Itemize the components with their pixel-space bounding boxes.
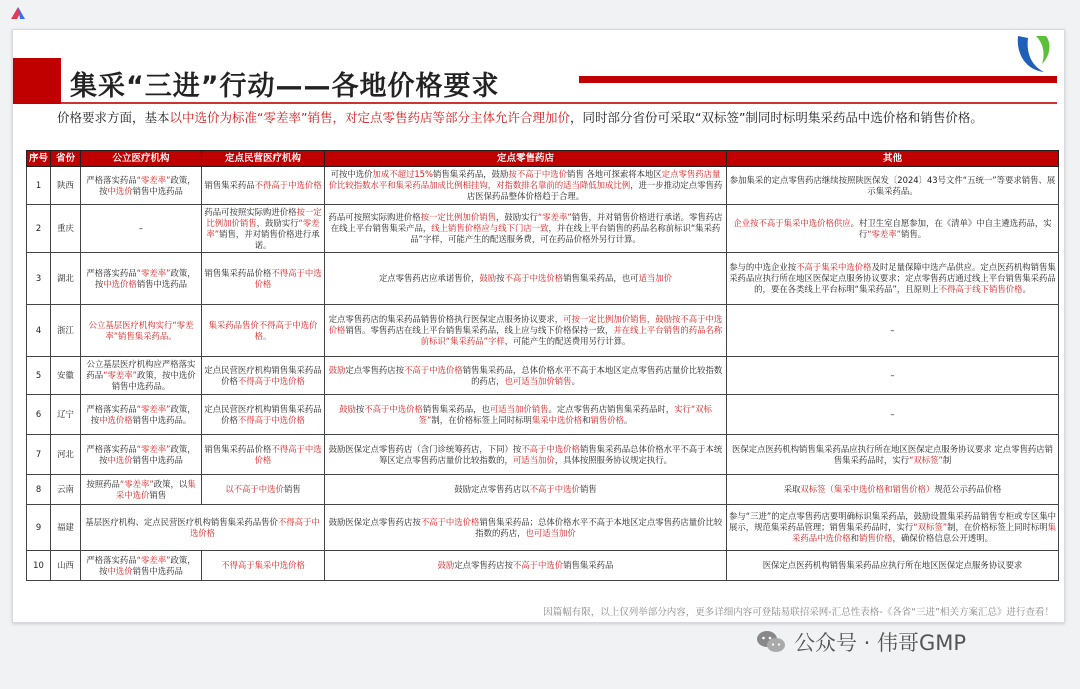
retail-pharmacy-cell — [325, 551, 727, 581]
cell-text: 鼓励医保定点零售药店（含门诊统筹药店，下同）按 — [328, 443, 522, 454]
province-cell: 河北 — [51, 435, 81, 475]
cell-text: 销售集采药品价格 — [204, 443, 272, 454]
cell-text: 政策，按 — [99, 443, 196, 465]
cell-text: 可按中选价 — [330, 169, 373, 179]
row-number: 7 — [27, 435, 51, 475]
highlight-text: 不得高于中选价格 — [237, 414, 305, 425]
cell-text: ，确保价格信息公开透明。 — [892, 533, 993, 543]
province-cell: 福建 — [51, 505, 81, 551]
retail-pharmacy-cell — [325, 435, 727, 475]
slide — [12, 29, 1065, 623]
cell-text: 制，在价格标签上同时标明 — [431, 414, 532, 425]
private-institution-cell — [202, 167, 325, 205]
highlight-text: 不高于集采中选价格 — [796, 262, 872, 272]
province-cell: 浙江 — [51, 305, 81, 357]
highlight-text: 集采药品中选价格 — [792, 522, 1056, 543]
highlight-text: 不高于中选价格 — [420, 516, 480, 527]
cell-text: 公立基层医疗机构应严格落实药品 — [86, 359, 196, 380]
table-header-cell: 公立医疗机构 — [81, 151, 202, 167]
highlight-text: “零差率” — [136, 443, 171, 454]
watermark-text: 公众号 · 伟哥GMP — [794, 631, 967, 655]
cell-text: 药品可按照实际购进价格 — [204, 206, 297, 217]
cell-text: 按照药品 — [86, 478, 120, 489]
other-cell — [727, 357, 1059, 395]
row-number: 8 — [27, 475, 51, 505]
highlight-text: 不得高于集采中选价格 — [221, 560, 305, 570]
province-cell: 辽宁 — [51, 395, 81, 435]
other-cell — [727, 435, 1059, 475]
cell-text: – — [890, 370, 895, 380]
cell-text: 和 — [850, 533, 859, 543]
private-institution-cell — [202, 305, 325, 357]
highlight-text: 公立基层医疗机构实行“零差率”销售集采药品。 — [88, 319, 194, 341]
public-institution-cell — [81, 551, 202, 581]
table-body — [27, 167, 1059, 581]
cell-text: 销售中选药品。 — [132, 414, 192, 425]
highlight-text: 可适当加价销售 — [489, 403, 549, 414]
intro-highlight: 以中选价为标准“零差率”销售，对定点零售药店等部分主体允许合理加价 — [169, 110, 570, 125]
highlight-text: 可适当加价 — [512, 454, 555, 465]
public-institution-cell — [81, 505, 325, 551]
cell-text: 销售集采药品，鼓励 — [432, 169, 509, 179]
highlight-text: “零差率” — [136, 554, 171, 565]
cell-text: 药品可按照实际购进价格 — [328, 212, 421, 222]
highlight-text: 中选价 — [107, 185, 133, 196]
cell-text: 严格落实药品 — [86, 174, 137, 185]
title-accent-block — [13, 58, 61, 104]
public-institution-cell — [81, 167, 202, 205]
highlight-text: 以不高于中选价 — [225, 484, 284, 494]
province-cell: 陕西 — [51, 167, 81, 205]
table-row — [27, 395, 1059, 435]
table-row — [27, 305, 1059, 357]
highlight-text: 销售价格 — [590, 414, 624, 425]
highlight-text: 也可适当加价 — [525, 527, 576, 538]
private-institution-cell — [202, 395, 325, 435]
page-title: 集采“三进”行动——各地价格要求 — [70, 71, 500, 102]
table-header-cell: 其他 — [727, 151, 1059, 167]
cell-text: ，进一步推动定点零售药店医保药品整体价格趋于合理。 — [466, 180, 723, 201]
highlight-text: 也可适当加价销售 — [504, 375, 572, 386]
cell-text: 销售中选药品 — [132, 565, 183, 576]
cell-text: 定点零售药店按 — [345, 364, 405, 375]
cell-text: 鼓励医保定点零售药店按 — [328, 516, 421, 527]
cell-text: 。 — [571, 375, 580, 386]
highlight-text: 鼓励 — [437, 560, 455, 570]
cell-text: 。村卫生室自愿参加，在《清单》中自主遴选药品，实行 — [850, 217, 1052, 239]
table-row — [27, 205, 1059, 253]
highlight-text: “零差率” — [537, 212, 572, 222]
cell-text: 制，在价格标签上同时标明 — [947, 522, 1048, 532]
cell-text: 采取 — [783, 484, 801, 494]
cell-text: 定点民营医疗机构销售集采药品价格 — [204, 403, 322, 425]
highlight-text: 适当加价 — [638, 273, 673, 283]
other-cell — [727, 305, 1059, 357]
private-institution-cell — [202, 475, 325, 505]
cell-text: 销售集采药品，也 — [422, 403, 490, 414]
cell-text: 销售集采药品；总体价格水平不高于本地区定点零售药店量价比较指数的药店， — [475, 516, 723, 538]
cell-text: 参与的中选企业按 — [729, 262, 797, 272]
highlight-text: 不得高于线下销售价格 — [938, 284, 1023, 294]
cell-text: 制 — [942, 454, 952, 465]
highlight-text: 鼓励 — [339, 403, 356, 414]
cell-text: ，具体按照服务协议规定执行。 — [554, 454, 673, 465]
cell-text: 销售集采药品，总体价格水平不高于本地区定点零售药店量价比较指数的药店， — [462, 364, 723, 386]
highlight-text: 集采中选价格 — [531, 414, 583, 425]
highlight-text: “零差率” — [136, 174, 171, 185]
cell-text: 严格落实药品 — [86, 443, 137, 454]
province-cell: 重庆 — [51, 205, 81, 253]
cell-text: 鼓励定点零售药店以 — [454, 484, 530, 494]
table-row — [27, 357, 1059, 395]
public-institution-cell — [81, 205, 202, 253]
highlight-text: 不高于中选价 — [512, 560, 564, 570]
title-underline — [61, 102, 1057, 104]
province-cell: 安徽 — [51, 357, 81, 395]
highlight-text: 销售价格 — [859, 533, 893, 543]
cell-text: 医保定点医药机构销售集采药品应执行所在地区医保定点服务协议要求 定点零售药店销售集采药品时，实行 — [732, 443, 1053, 465]
cell-text: 基层医疗机构、定点民营医疗机构销售集采药品售价 — [85, 516, 278, 527]
cell-text: 和 — [582, 414, 591, 425]
cell-text: 医保定点医药机构销售集采药品应执行所在地区医保定点服务协议要求 — [762, 560, 1023, 570]
highlight-text: “双标签” — [913, 522, 948, 532]
highlight-text: 中选价格 — [103, 278, 137, 289]
highlight-text: 不高于中选价格 — [521, 443, 580, 454]
highlight-text: 集采中选价 — [115, 478, 196, 500]
highlight-text: 按一定比例加价销售 — [206, 206, 322, 228]
row-number: 6 — [27, 395, 51, 435]
highlight-text: 实行“双标签” — [418, 403, 712, 425]
highlight-text: 按一定比例加价销售 — [420, 212, 497, 222]
cell-text: 参与“三进”的定点零售药店要明确标识集采药品，鼓励设置集采药品销售专柜或专区集中展示，规范集采药品管理；销售集采药品时，实行 — [729, 511, 1056, 532]
other-cell — [727, 205, 1059, 253]
cell-text: ，可能产生的配送费用另行计算。 — [504, 336, 631, 346]
cell-text: 销售中选药品 — [136, 278, 188, 289]
highlight-text: 可按一定比例加价销售，鼓励按不高于中选价格 — [328, 314, 723, 335]
public-institution-cell — [81, 253, 202, 305]
intro-paragraph — [27, 108, 1057, 127]
row-number: 2 — [27, 205, 51, 253]
price-table — [26, 150, 1058, 581]
cell-text: 销售 — [283, 484, 301, 494]
cell-text: 按 — [496, 273, 505, 283]
public-institution-cell — [81, 357, 202, 395]
retail-pharmacy-cell — [325, 253, 727, 305]
highlight-text: 集采药品售价不得高于中选价格。 — [208, 319, 318, 341]
province-cell: 山西 — [51, 551, 81, 581]
row-number: 3 — [27, 253, 51, 305]
highlight-text: 不得高于中选价格 — [254, 180, 322, 190]
cell-text: 销售集采药品，也可 — [563, 273, 639, 283]
cell-text: 严格落实药品 — [86, 267, 137, 278]
cell-text: 销售 — [149, 489, 167, 500]
highlight-text: 双标签（集采中选价格和销售价格） — [800, 484, 935, 494]
other-cell — [727, 253, 1059, 305]
cell-text: 。 — [623, 414, 633, 425]
highlight-text: 中选价 — [107, 454, 133, 465]
highlight-text: 不高于中选价格 — [504, 273, 564, 283]
province-cell: 云南 — [51, 475, 81, 505]
highlight-text: “零差率” — [206, 217, 320, 239]
highlight-text: 加成不超过15% — [372, 169, 433, 179]
cell-text: 销售集采药品总体价格水平不高于本统筹区定点零售药店量价比较指数的， — [378, 443, 723, 465]
cell-text: 政策，按 — [99, 174, 196, 196]
cell-text: 销售，并对销售价格进行承诺。零售药店在线上平台销售集采产品， — [330, 212, 723, 233]
cell-text: 销售，并对销售价格进行承诺。 — [219, 228, 320, 250]
retail-pharmacy-cell — [325, 505, 727, 551]
footer-note: 因篇幅有限，以上仅列举部分内容，更多详细内容可登陆易联招采网-汇总性表格-《各省“三进”相关方案汇总》进行查看！ — [543, 607, 1054, 618]
province-cell: 湖北 — [51, 253, 81, 305]
highlight-text: 不得高于中选价格 — [254, 443, 322, 465]
cell-text: – — [890, 409, 895, 419]
highlight-text: “零差率” — [136, 267, 171, 278]
cell-text: 销售集采药品 — [563, 560, 614, 570]
highlight-text: 线上销售价格应与线下门店一致 — [431, 223, 549, 233]
private-institution-cell — [202, 253, 325, 305]
cell-text: 销售集采药品 — [204, 180, 255, 190]
other-cell — [727, 475, 1059, 505]
cell-text: 定点零售药店按 — [454, 560, 513, 570]
table-row — [27, 435, 1059, 475]
highlight-text: 不得高于中选价格 — [189, 516, 320, 538]
row-number: 10 — [27, 551, 51, 581]
retail-pharmacy-cell — [325, 357, 727, 395]
highlight-text: 中选价 — [107, 565, 133, 576]
retail-pharmacy-cell — [325, 205, 727, 253]
cell-text: 。 — [1022, 284, 1031, 294]
cell-text: 销售中选药品 — [132, 185, 183, 196]
highlight-text: 鼓励 — [328, 364, 346, 375]
highlight-text: 不高于中选价 — [529, 484, 580, 494]
cell-text: 规范公示药品价格 — [934, 484, 1002, 494]
public-institution-cell — [81, 305, 202, 357]
row-number: 9 — [27, 505, 51, 551]
table-header-cell: 定点民营医疗机构 — [202, 151, 325, 167]
other-cell — [727, 551, 1059, 581]
cell-text: 销售中选药品 — [132, 454, 183, 465]
cell-text: 政策，以 — [153, 478, 188, 489]
title-rule-red — [579, 76, 1057, 83]
cell-text: – — [890, 325, 895, 335]
table-row — [27, 253, 1059, 305]
cell-text: – — [138, 223, 144, 233]
row-number: 4 — [27, 305, 51, 357]
cell-text: 政策，按 — [99, 554, 196, 576]
highlight-text: 并在线上平台销售的药品名称前标识“集采药品”字样 — [420, 325, 723, 346]
retail-pharmacy-cell — [325, 167, 727, 205]
public-institution-cell — [81, 475, 202, 505]
company-logo — [1012, 32, 1058, 76]
retail-pharmacy-cell — [325, 305, 727, 357]
table-row — [27, 505, 1059, 551]
cell-text: 定点民营医疗机构销售集采药品价格 — [204, 364, 322, 386]
highlight-text: 按不高于中选价 — [508, 169, 567, 179]
public-institution-cell — [81, 395, 202, 435]
cell-text: 销售集采药品价格 — [204, 267, 272, 278]
wechat-icon — [756, 629, 786, 655]
highlight-text: “双标签” — [909, 454, 943, 465]
row-number: 1 — [27, 167, 51, 205]
cell-text: 。定点零售药店销售集采药品时， — [548, 403, 675, 414]
highlight-text: 不得高于中选价格 — [237, 375, 305, 386]
highlight-text: 企业按不高于集采中选价格供应 — [733, 217, 851, 228]
cell-text: 销售。 — [901, 228, 927, 239]
cell-text: 及时足量保障中选产品供应。定点医药机构销售集采药品应执行所在地区医保定点服务协议要求；定点零售药店通过线上平台销售集采药品的，要在各类线上平台标明“集采药品”，且原则上 — [729, 262, 1056, 294]
other-cell — [727, 395, 1059, 435]
intro-text-end: ，同时部分省份可采取“双标签”制同时标明集采药品中选价格和销售价格。 — [569, 110, 983, 125]
row-number: 5 — [27, 357, 51, 395]
highlight-text: 不高于中选价格 — [404, 364, 463, 375]
private-institution-cell — [202, 551, 325, 581]
table-row — [27, 167, 1059, 205]
table-header-cell: 序号 — [27, 151, 51, 167]
table-header-cell: 省份 — [51, 151, 81, 167]
highlight-text: 不得高于中选价格 — [254, 267, 322, 289]
other-cell — [727, 505, 1059, 551]
cell-text: 政策，按中选价销售中选药品。 — [111, 370, 196, 391]
cell-text: 销售 — [579, 484, 597, 494]
cell-text: ，鼓励实行 — [256, 217, 299, 228]
cell-text: ，鼓励实行 — [496, 212, 538, 222]
private-institution-cell — [202, 357, 325, 395]
watermark — [756, 627, 966, 657]
highlight-text: 鼓励 — [479, 273, 497, 283]
highlight-text: “零差率” — [867, 228, 902, 239]
intro-text: 价格要求方面，基本 — [57, 110, 170, 125]
cell-text: 政策，按 — [90, 403, 196, 425]
table-row — [27, 475, 1059, 505]
highlight-text: 定点零售药店量价比较指数水平和集采药品加成比例相挂钩，对指数排名靠前的适当降低加成比例 — [328, 169, 721, 190]
cell-text: 定点零售药店应承诺售价， — [378, 273, 480, 283]
cell-text: 政策，按 — [94, 267, 196, 289]
private-institution-cell — [202, 205, 325, 253]
table-row — [27, 551, 1059, 581]
cell-text: 严格落实药品 — [86, 403, 137, 414]
highlight-text: “零差率” — [119, 478, 154, 489]
highlight-text: 不高于中选价格 — [364, 403, 423, 414]
cell-text: 参加集采的定点零售药店继续按照陕医保发〔2024〕43号文件“五统一”等要求销售、展示集采药品。 — [729, 174, 1056, 196]
retail-pharmacy-cell — [325, 395, 727, 435]
other-cell — [727, 167, 1059, 205]
cell-text: 销售 各地可探索将本地区 — [566, 169, 662, 179]
cell-text: 定点零售药店的集采药品销售价格执行医保定点服务协议要求， — [328, 314, 564, 324]
highlight-text: 中选价格 — [99, 414, 133, 425]
cell-text: 销售。零售药店在线上平台销售集采药品，线上应与线下价格保持一致， — [345, 325, 614, 335]
cell-text: ，并在线上平台销售的药品名称前标识“集采药品”字样，可能产生的配送服务费，可在药品价格外另行计算。 — [410, 223, 721, 244]
highlight-text: “零差率” — [103, 370, 137, 380]
table-header-cell: 定点零售药店 — [325, 151, 727, 167]
retail-pharmacy-cell — [325, 475, 727, 505]
public-institution-cell — [81, 435, 202, 475]
cell-text: 按 — [355, 403, 365, 414]
table-header-row — [27, 151, 1059, 167]
highlight-text: “零差率” — [136, 403, 171, 414]
private-institution-cell — [202, 435, 325, 475]
app-logo-icon[interactable] — [6, 2, 30, 24]
cell-text: 严格落实药品 — [86, 554, 137, 565]
